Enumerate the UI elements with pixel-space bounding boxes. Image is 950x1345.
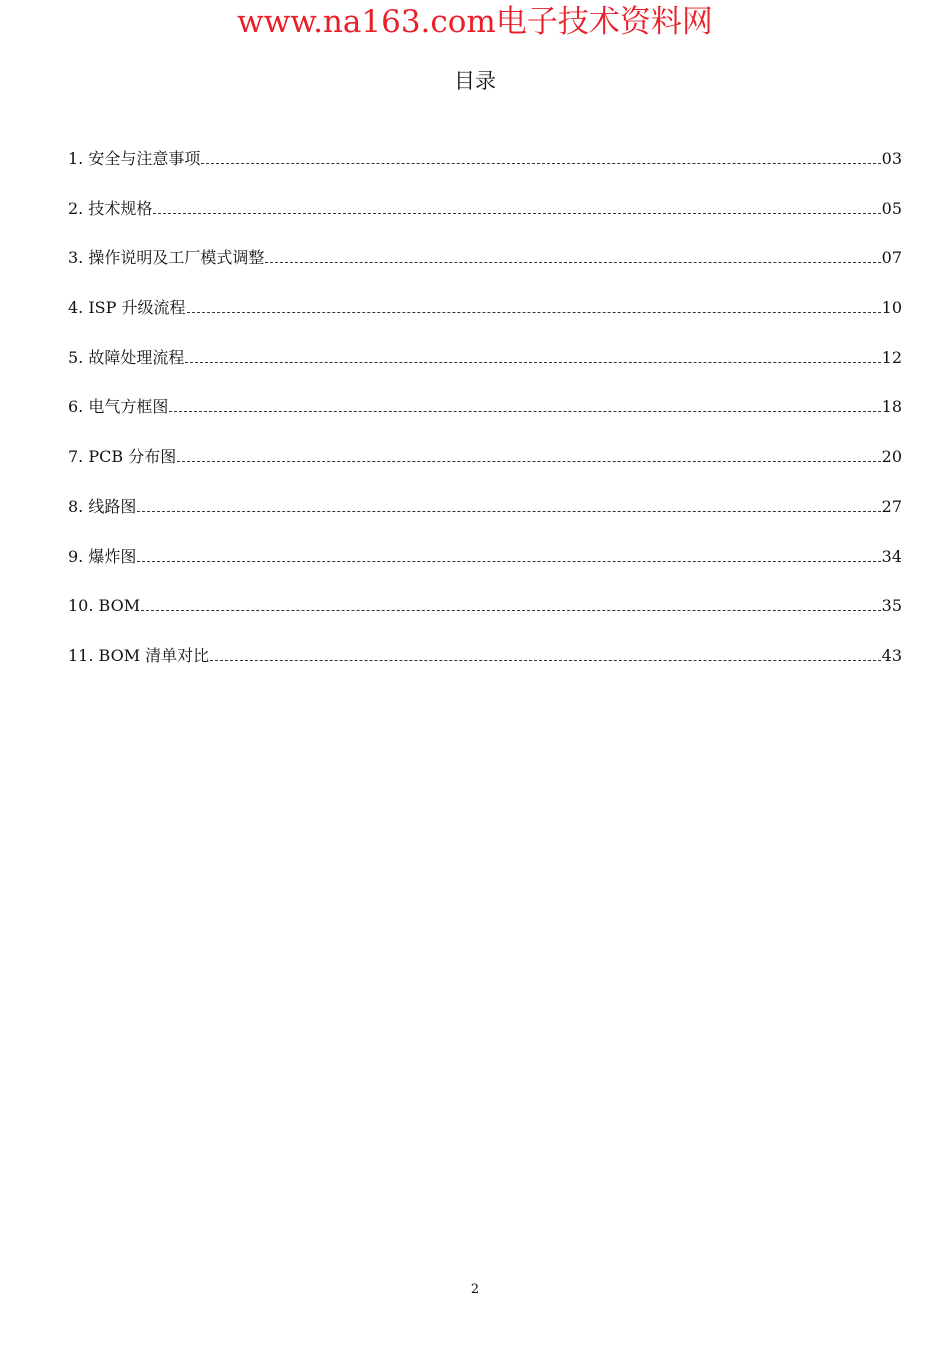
toc-entry-label: 7. PCB 分布图 xyxy=(68,447,177,467)
watermark-header: www.na163.com电子技术资料网 xyxy=(237,4,713,40)
toc-entry[interactable] xyxy=(68,145,902,195)
toc-leader-dashes xyxy=(210,659,880,661)
toc-entry-page: 10 xyxy=(881,298,902,318)
toc-leader-dashes xyxy=(169,410,880,412)
toc-leader-dashes xyxy=(185,361,880,363)
toc-entry-label: 3. 操作说明及工厂模式调整 xyxy=(68,248,265,268)
toc-entry-page: 03 xyxy=(881,149,902,168)
toc-entry-page: 12 xyxy=(881,347,902,367)
toc-entry[interactable] xyxy=(68,393,902,443)
toc-entry[interactable] xyxy=(68,642,902,692)
toc-entry-label: 11. BOM 清单对比 xyxy=(68,645,210,665)
toc-entry[interactable] xyxy=(68,493,902,543)
toc-entry-page: 07 xyxy=(881,248,902,268)
toc-entry[interactable] xyxy=(68,543,902,593)
toc-entry-page: 05 xyxy=(881,198,902,218)
toc-entry[interactable] xyxy=(68,244,902,294)
toc-leader-dashes xyxy=(187,311,881,313)
toc-entry-label: 9. 爆炸图 xyxy=(68,546,137,566)
table-of-contents xyxy=(68,145,902,692)
toc-entry-label: 1. 安全与注意事项 xyxy=(68,149,201,168)
toc-leader-dashes xyxy=(265,261,880,263)
page-title: 目录 xyxy=(454,69,496,93)
page-number: 2 xyxy=(470,1282,480,1297)
toc-entry-label: 2. 技术规格 xyxy=(68,198,153,218)
toc-entry-page: 18 xyxy=(881,397,902,417)
toc-leader-dashes xyxy=(177,460,880,462)
toc-entry-page: 27 xyxy=(881,496,902,516)
toc-leader-dashes xyxy=(153,212,880,214)
toc-entry[interactable] xyxy=(68,443,902,493)
toc-entry-label: 8. 线路图 xyxy=(68,496,137,516)
toc-entry-label: 6. 电气方框图 xyxy=(68,397,169,417)
toc-entry[interactable] xyxy=(68,294,902,344)
toc-entry[interactable] xyxy=(68,195,902,245)
toc-entry-label: 4. ISP 升级流程 xyxy=(68,298,186,318)
toc-leader-dashes xyxy=(137,510,880,512)
toc-entry[interactable] xyxy=(68,592,902,642)
toc-entry-page: 43 xyxy=(881,645,902,665)
toc-entry-page: 35 xyxy=(881,596,902,616)
toc-entry-page: 20 xyxy=(881,447,902,467)
toc-entry-label: 10. BOM xyxy=(68,596,141,616)
toc-entry-page: 34 xyxy=(881,546,902,566)
toc-leader-dashes xyxy=(201,162,880,164)
toc-leader-dashes xyxy=(137,560,880,562)
toc-entry[interactable] xyxy=(68,344,902,394)
toc-entry-label: 5. 故障处理流程 xyxy=(68,347,185,367)
toc-leader-dashes xyxy=(141,609,881,611)
